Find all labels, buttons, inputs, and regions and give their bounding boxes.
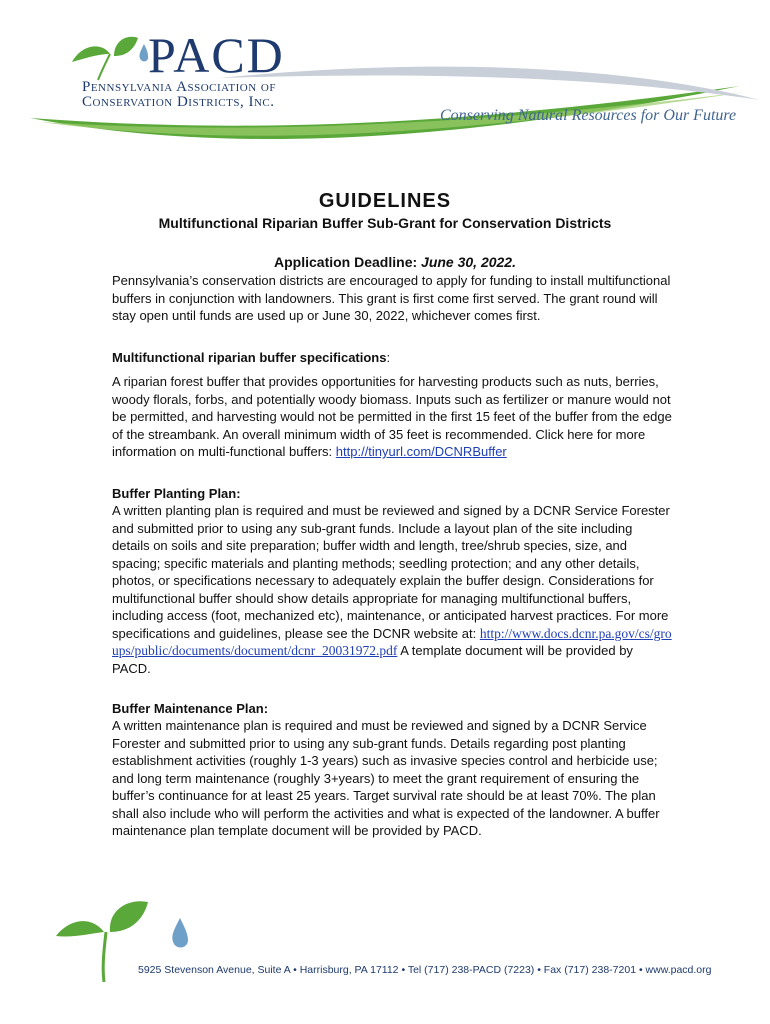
tagline: Conserving Natural Resources for Our Future [440,107,737,124]
org-name-line-1: Pennsylvania Association of [82,79,276,95]
planting-plan-paragraph [112,502,672,677]
specs-heading-colon: : [386,350,391,365]
deadline-label: Application Deadline: [274,254,418,270]
deadline-date: June 30, 2022. [421,254,516,270]
specs-heading [112,349,672,367]
intro-paragraph: Pennsylvania’s conservation districts are encouraged to apply for funding to install multifunctional buffers in conjunction with landowners. This grant is first come first served. The grant round will stay open until funds are used up or June 30, 2022, whichever comes first. [112,273,671,323]
maintenance-plan-paragraph: A written maintenance plan is required and must be reviewed and signed by a DCNR Service Forester and submitted prior to using any sub-grant funds. Details regarding post planting establishment activities (roughly 1-3 years) such as invasive species control and herbicide use; and long term maintenance (roughly 3+years) to meet the grant requirement of ensuring the buffer’s continuance for at least 25 years. Target survival rate should be at least 70%. The plan shall also include who will perform the activities and what is expected of the landowner. A buffer maintenance plan template document will be provided by PACD. [112,718,660,838]
org-name-line-2: Conservation Districts, Inc. [82,94,275,110]
specs-body: A riparian forest buffer that provides opportunities for harvesting products such as nuts, berries, woody florals, forbs, and potentially woody biomass. Inputs such as fertilizer or manure would not be permitted, and harvesting would not be permitted in the first 15 feet of the buffer from the edge of the streambank. An overall minimum width of 35 feet is recommended. Click here for more information on multi-functional buffers: [112,374,672,459]
planting-plan-body: A written planting plan is required and must be reviewed and signed by a DCNR Service Forester and submitted prior to using any sub-grant funds. Include a layout plan of the site including details on soils and site preparation; buffer width and length, tree/shrub species, size, and spacing; specific materials and planting methods; seedling protection; and any other details, photos, or specifications necessary to adequately explain the buffer design. Considerations for multifunctional buffer should show details appropriate for managing multifunctional buffers, including access (foot, mechanized etc), maintenance, or anticipated harvest practices. For more specifications and guidelines, please see the DCNR website at: [112,503,670,641]
planting-plan-heading: Buffer Planting Plan: [112,486,241,501]
footer-contact-line: 5925 Stevenson Avenue, Suite A • Harrisburg, PA 17112 • Tel (717) 238-PACD (7223) • Fax (717) 238-7201 • www.pacd.org [138,964,712,976]
specs-paragraph [112,373,672,461]
maintenance-plan-heading: Buffer Maintenance Plan: [112,701,269,716]
planting-plan-after-link: A template document will be provided by PACD. [112,643,633,676]
document-subtitle: Multifunctional Riparian Buffer Sub-Grant for Conservation Districts [158,215,612,231]
application-deadline [0,254,770,270]
leaf-drop-logo-icon [68,32,152,84]
document-title: GUIDELINES [318,190,452,212]
dcnr-buffer-link[interactable]: http://tinyurl.com/DCNRBuffer [335,444,507,459]
specs-heading-text: Multifunctional riparian buffer specifications [112,350,387,365]
dcnr-document-link[interactable]: http://www.docs.dcnr.pa.gov/cs/groups/public/documents/document/dcnr_20031972.pdf [112,625,672,658]
logo-wordmark: PACD [148,27,285,83]
